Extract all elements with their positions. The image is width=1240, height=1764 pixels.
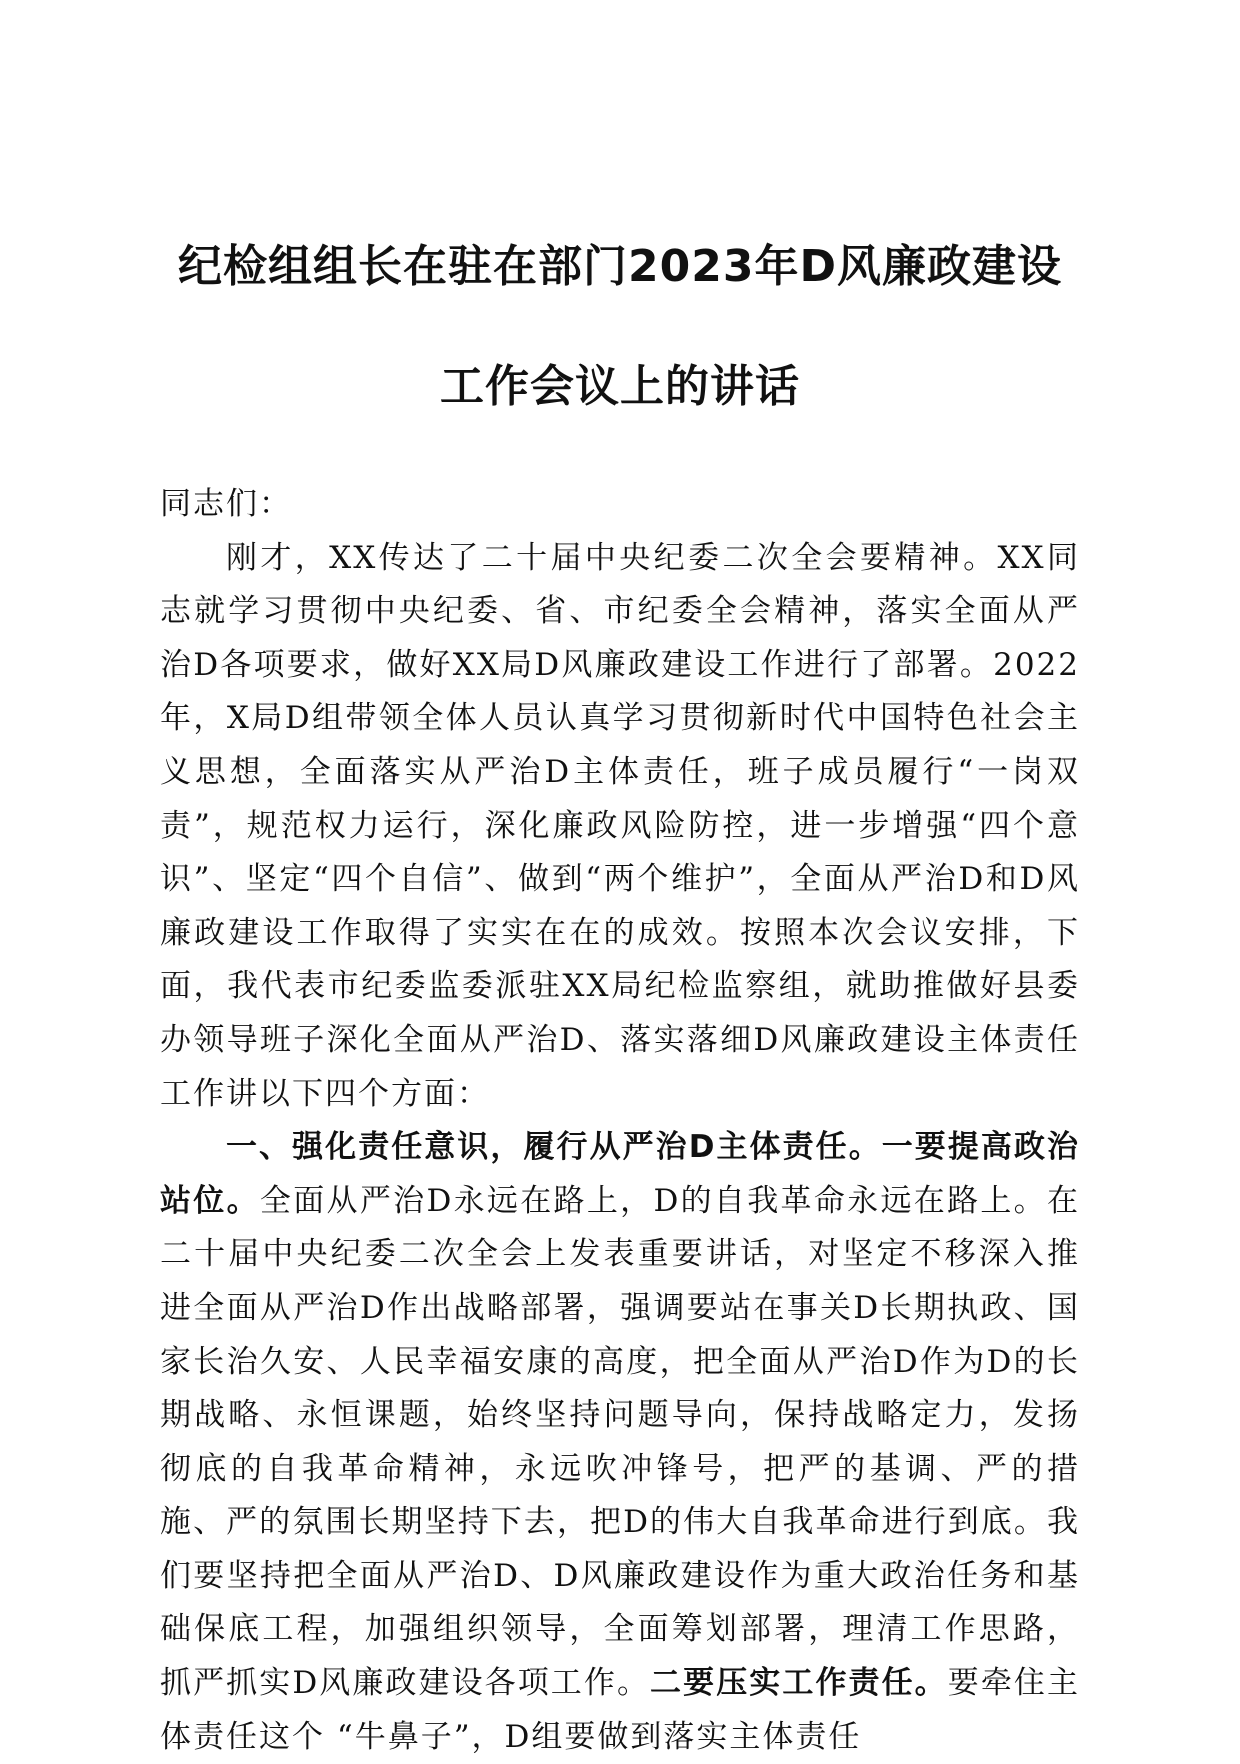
section-text-one: 全面从严治D永远在路上，D的自我革命永远在路上。在二十届中央纪委二次全会上发表重要讲话，对坚定不移深入推进全面从严治D作出战略部署，强调要站在事关D长期执政、国家长治久安、人民幸福安康的高度，把全面从严治D作为D的长期战略、永恒课题，始终坚持问题导向，保持战略定力，发扬彻底的自我革命精神，永远吹冲锋号，把严的基调、严的措施、严的氛围长期坚持下去，把D的伟大自我革命进行到底。我们要坚持把全面从严治D、D风廉政建设作为重大政治任务和基础保底工程，加强组织领导，全面筹划部署，理清工作思路，抓严抓实D风廉政建设各项工作。 xyxy=(160,1182,1080,1702)
document-title-line-2: 工作会议上的讲话 xyxy=(440,361,800,412)
salutation: 同志们： xyxy=(160,486,292,522)
paragraph-section-one xyxy=(160,1121,1080,1764)
section-text-two: 要牵住主体责任这个 “牛鼻子”，D组要做到落实主体责任 xyxy=(160,1665,1081,1755)
paragraph-intro: 刚才，XX传达了二十届中央纪委二次全会要精神。XX同志就学习贯彻中央纪委、省、市纪委全会精神，落实全面从严治D各项要求，做好XX局D风廉政建设工作进行了部署。2022年，X局D组带领全体人员认真学习贯彻新时代中国特色社会主义思想，全面落实从严治D主体责任，班子成员履行“一岗双责”，规范权力运行，深化廉政风险防控，进一步增强“四个意识”、坚定“四个自信”、做到“两个维护”，全面从严治D和D风廉政建设工作取得了实实在在的成效。按照本次会议安排，下面，我代表市纪委监委派驻XX局纪检监察组，就助推做好县委办领导班子深化全面从严治D、落实落细D风廉政建设主体责任工作讲以下四个方面： xyxy=(160,539,1080,1112)
subheading-two: 二要压实工作责任。 xyxy=(650,1665,948,1702)
document-title-line-1: 纪检组组长在驻在部门2023年D风廉政建设 xyxy=(178,241,1062,292)
document-body xyxy=(160,478,1080,1764)
section-heading: 一、强化责任意识，履行从严治D主体责任。 xyxy=(226,1129,882,1166)
subheading-one: 一要提高政治站位。 xyxy=(160,1129,1081,1219)
